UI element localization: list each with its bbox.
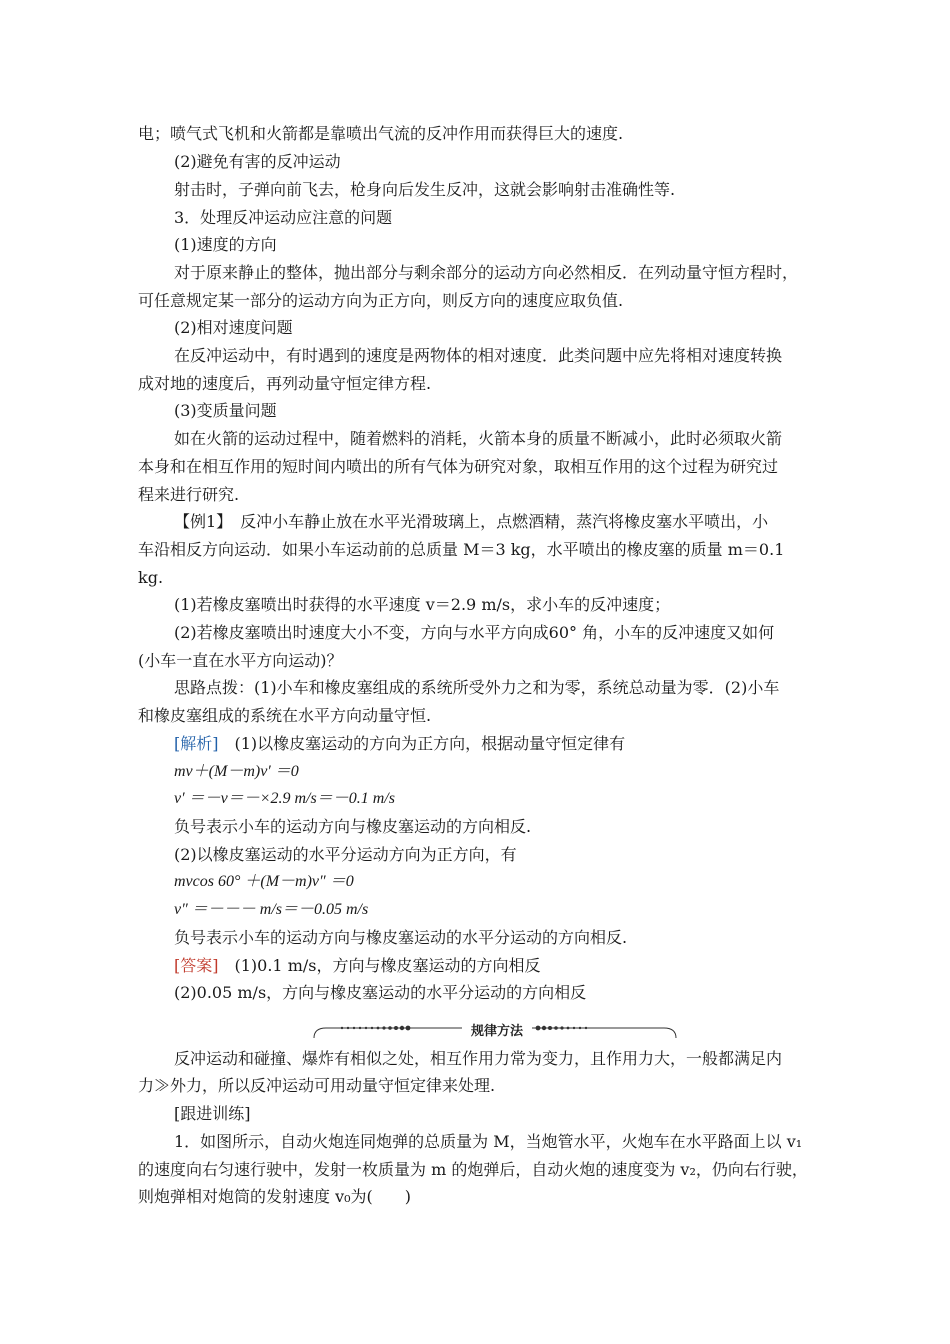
answer-text: (1)0.1 m/s，方向与橡皮塞运动的方向相反 (218, 956, 541, 975)
practice-heading: [跟进训练] (174, 1104, 251, 1123)
text-line: 本身和在相互作用的短时间内喷出的所有气体为研究对象，取相互作用的这个过程为研究过 (138, 457, 779, 476)
analysis-line (174, 734, 854, 754)
question-part-2: (2)若橡皮塞喷出时速度大小不变，方向与水平方向成60° 角，小车的反冲速度又如何 (174, 623, 775, 642)
text-line: 如在火箭的运动过程中，随着燃料的消耗，火箭本身的质量不断减小，此时必须取火箭 (174, 429, 783, 448)
subheading: (1)速度的方向 (174, 235, 277, 254)
subheading: (3)变质量问题 (174, 401, 277, 420)
example-heading: 【例1】 反冲小车静止放在水平光滑玻璃上，点燃酒精，蒸汽将橡皮塞水平喷出，小 (174, 512, 769, 531)
method-banner (312, 1022, 678, 1040)
problem-text: 则炮弹相对炮筒的发射速度 v₀为( ) (138, 1187, 412, 1206)
answer-line (174, 956, 854, 976)
text-line: 在反冲运动中，有时遇到的速度是两物体的相对速度．此类问题中应先将相对速度转换 (174, 346, 783, 365)
equation: mv＋(M－m)v′ ＝0 (174, 763, 299, 780)
subheading: (2)相对速度问题 (174, 318, 293, 337)
problem-text: 的速度向右匀速行驶中，发射一枚质量为 m 的炮弹后，自动火炮的速度变为 v₂，仍向右行驶， (138, 1160, 808, 1179)
equation: v″ ＝－－－ m/s＝－0.05 m/s (174, 901, 369, 918)
text-line: 成对地的速度后，再列动量守恒定律方程. (138, 374, 432, 393)
text-line: 负号表示小车的运动方向与橡皮塞运动的方向相反. (174, 817, 532, 836)
subheading: (2)避免有害的反冲运动 (174, 152, 341, 171)
text-line: 可任意规定某一部分的运动方向为正方向，则反方向的速度应取负值. (138, 291, 624, 310)
text-line: kg. (138, 568, 164, 587)
hint-text: 和橡皮塞组成的系统在水平方向动量守恒. (138, 706, 432, 725)
banner-label: 规律方法 (462, 1020, 532, 1039)
text-line: 对于原来静止的整体，抛出部分与剩余部分的运动方向必然相反．在列动量守恒方程时， (174, 263, 799, 282)
text-line: 车沿相反方向运动．如果小车运动前的总质量 M＝3 kg，水平喷出的橡皮塞的质量 m＝0.1 (138, 540, 785, 559)
text-line: (2)以橡皮塞运动的水平分运动方向为正方向，有 (174, 845, 517, 864)
section-heading: 3．处理反冲运动应注意的问题 (174, 208, 393, 227)
equation: v′ ＝－v＝－×2.9 m/s＝－0.1 m/s (174, 790, 395, 807)
text-line: 射击时，子弹向前飞去，枪身向后发生反冲，这就会影响射击准确性等. (174, 180, 676, 199)
hint-text: 思路点拨：(1)小车和橡皮塞组成的系统所受外力之和为零，系统总动量为零．(2)小车 (174, 678, 780, 697)
question-part-1: (1)若橡皮塞喷出时获得的水平速度 v＝2.9 m/s，求小车的反冲速度； (174, 595, 671, 614)
equation: mvcos 60° ＋(M－m)v″ ＝0 (174, 873, 354, 890)
text-line: 程来进行研究. (138, 485, 240, 504)
text-line: (小车一直在水平方向运动)？ (138, 651, 343, 670)
text-line: 反冲运动和碰撞、爆炸有相似之处，相互作用力常为变力，且作用力大，一般都满足内 (174, 1049, 783, 1068)
problem-text: 1．如图所示，自动火炮连同炮弹的总质量为 M，当炮管水平，火炮车在水平路面上以 v₁ (174, 1132, 803, 1151)
text-line: 电；喷气式飞机和火箭都是靠喷出气流的反冲作用而获得巨大的速度. (138, 124, 624, 143)
answer-tag: [答案] (174, 956, 219, 975)
analysis-tag: [解析] (174, 734, 219, 753)
text-line: 负号表示小车的运动方向与橡皮塞运动的水平分运动的方向相反. (174, 928, 628, 947)
answer-text: (2)0.05 m/s，方向与橡皮塞运动的水平分运动的方向相反 (174, 983, 587, 1002)
analysis-text: (1)以橡皮塞运动的方向为正方向，根据动量守恒定律有 (218, 734, 626, 753)
text-line: 力≫外力，所以反冲运动可用动量守恒定律来处理. (138, 1076, 496, 1095)
